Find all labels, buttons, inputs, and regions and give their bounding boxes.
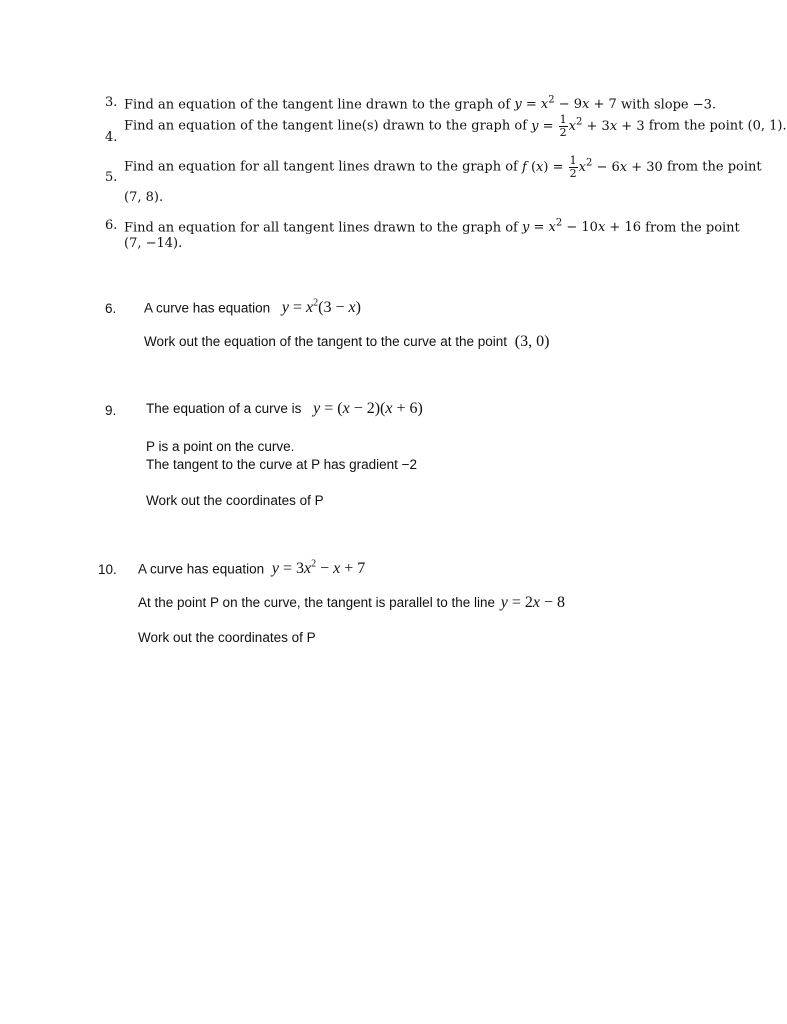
equation: y = 2x − 8 — [500, 594, 566, 611]
question-point: (7, −14). — [124, 236, 183, 251]
question-line: A curve has equation $y = 3x^2 - x + 7$ — [138, 559, 366, 578]
question-text: Find an equation of the tangent line drawn to the graph of $y = x^2 - 9x + 7$ with slope −3. — [124, 95, 717, 113]
question-line: Work out the equation of the tangent to the curve at the point (3, 0) — [144, 333, 550, 350]
equation: y = $\frac{1}{2}$ $x^2 + 3x + 3$ — [531, 113, 645, 139]
question-text: Find an equation of the tangent line(s) drawn to the graph of y = $\frac{1}{2}$ $x^2 + 3x + 3$ from the point (0, 1). — [124, 113, 787, 139]
question-line: P is a point on the curve. — [146, 439, 295, 454]
equation: $y = x^2 - 9x + 7$ — [514, 95, 617, 113]
question-number: 3. — [105, 95, 118, 110]
question-line: Work out the coordinates of P — [138, 630, 316, 645]
question-number: 6. — [105, 218, 118, 233]
question-text: Find an equation for all tangent lines drawn to the graph of f (x) = $\frac{1}{2}$ $x^2 - 6x + 30$ from the point — [124, 154, 762, 180]
question-number: 10. — [98, 562, 117, 577]
equation: $y = 3x^2 - x + 7$ — [271, 559, 366, 578]
equation: $y = x^2(3 - x)$ — [281, 298, 361, 317]
equation: f (x) = $\frac{1}{2}$ $x^2 - 6x + 30$ — [522, 154, 663, 180]
question-line: At the point P on the curve, the tangent is parallel to the line y = 2x − 8 — [138, 594, 566, 611]
equation: $y = x^2 - 10x + 16$ — [522, 218, 641, 236]
question-line: Work out the coordinates of P — [146, 493, 324, 508]
equation: y = (x − 2)(x + 6) — [313, 400, 423, 417]
question-line: A curve has equation $y = x^2(3 - x)$ — [144, 298, 361, 317]
question-point: (7, 8). — [124, 190, 164, 205]
question-number: 9. — [105, 403, 117, 418]
question-number: 5. — [105, 170, 118, 185]
question-line: The tangent to the curve at P has gradient −2 — [146, 457, 418, 472]
question-number: 4. — [105, 130, 118, 145]
question-text: Find an equation for all tangent lines drawn to the graph of $y = x^2 - 10x + 16$ from the point — [124, 218, 740, 236]
question-number: 6. — [105, 301, 117, 316]
question-line: The equation of a curve is y = (x − 2)(x + 6) — [146, 400, 423, 417]
